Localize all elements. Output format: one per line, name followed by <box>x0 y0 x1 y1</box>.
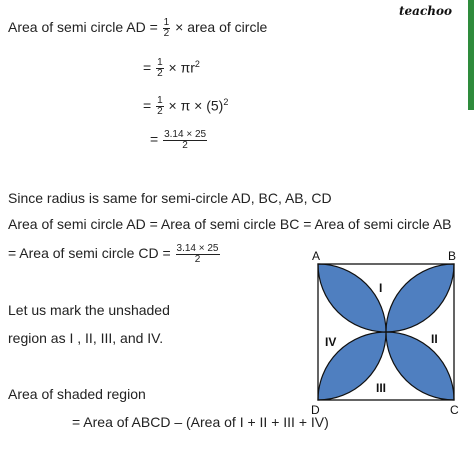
region-label-iv: IV <box>325 335 337 349</box>
shaded-area-formula: = Area of ABCD – (Area of I + II + III + IV) <box>72 414 329 430</box>
semicircle-ad-line: Area of semi circle AD = $\frac{1}{2}$ × area of circle <box>8 17 268 39</box>
petal-top-left <box>318 264 386 332</box>
vertex-label-d: D <box>311 403 320 417</box>
region-labels-text: region as I , II, III, and IV. <box>8 330 164 346</box>
pi-r-squared-line: = $\frac{1}{2}$ × $\pi r^2$ <box>143 57 200 80</box>
petal-top-right <box>386 264 454 332</box>
shaded-area-heading: Area of shaded region <box>8 386 146 402</box>
fraction: $\frac{1}{2}$ <box>163 17 170 39</box>
vertex-label-b: B <box>448 249 457 263</box>
pi-five-squared-line: = $\frac{1}{2}$ × $\pi \times (5)^2$ <box>143 95 229 118</box>
region-label-iii: III <box>376 381 387 395</box>
region-label-i: I <box>379 281 383 295</box>
region-label-ii: II <box>431 332 438 346</box>
equal-areas-text: Area of semi circle AD = Area of semi circle BC = Area of semi circle AB <box>8 216 452 232</box>
vertex-label-a: A <box>312 249 321 263</box>
radius-same-text: Since radius is same for semi-circle AD, BC, AB, CD <box>8 190 332 206</box>
vertex-label-c: C <box>450 403 459 417</box>
teachoo-logo: teachoo <box>399 4 452 18</box>
petal-bottom-right <box>386 332 454 400</box>
fraction: $\frac{1}{2}$ <box>157 57 163 80</box>
mark-unshaded-text: Let us mark the unshaded <box>8 302 170 318</box>
fraction: $\frac{3.14 \times 25}{2}$ <box>176 243 219 265</box>
fraction: $\frac{3.14 \times 25}{2}$ <box>164 129 207 151</box>
numeric-fraction-line: = $\frac{3.14 \times 25}{2}$ <box>150 129 207 151</box>
fraction: $\frac{1}{2}$ <box>157 95 163 118</box>
semicircle-cd-line: = Area of semi circle CD = $\frac{3.14 \times 25}{2}$ <box>8 243 219 265</box>
